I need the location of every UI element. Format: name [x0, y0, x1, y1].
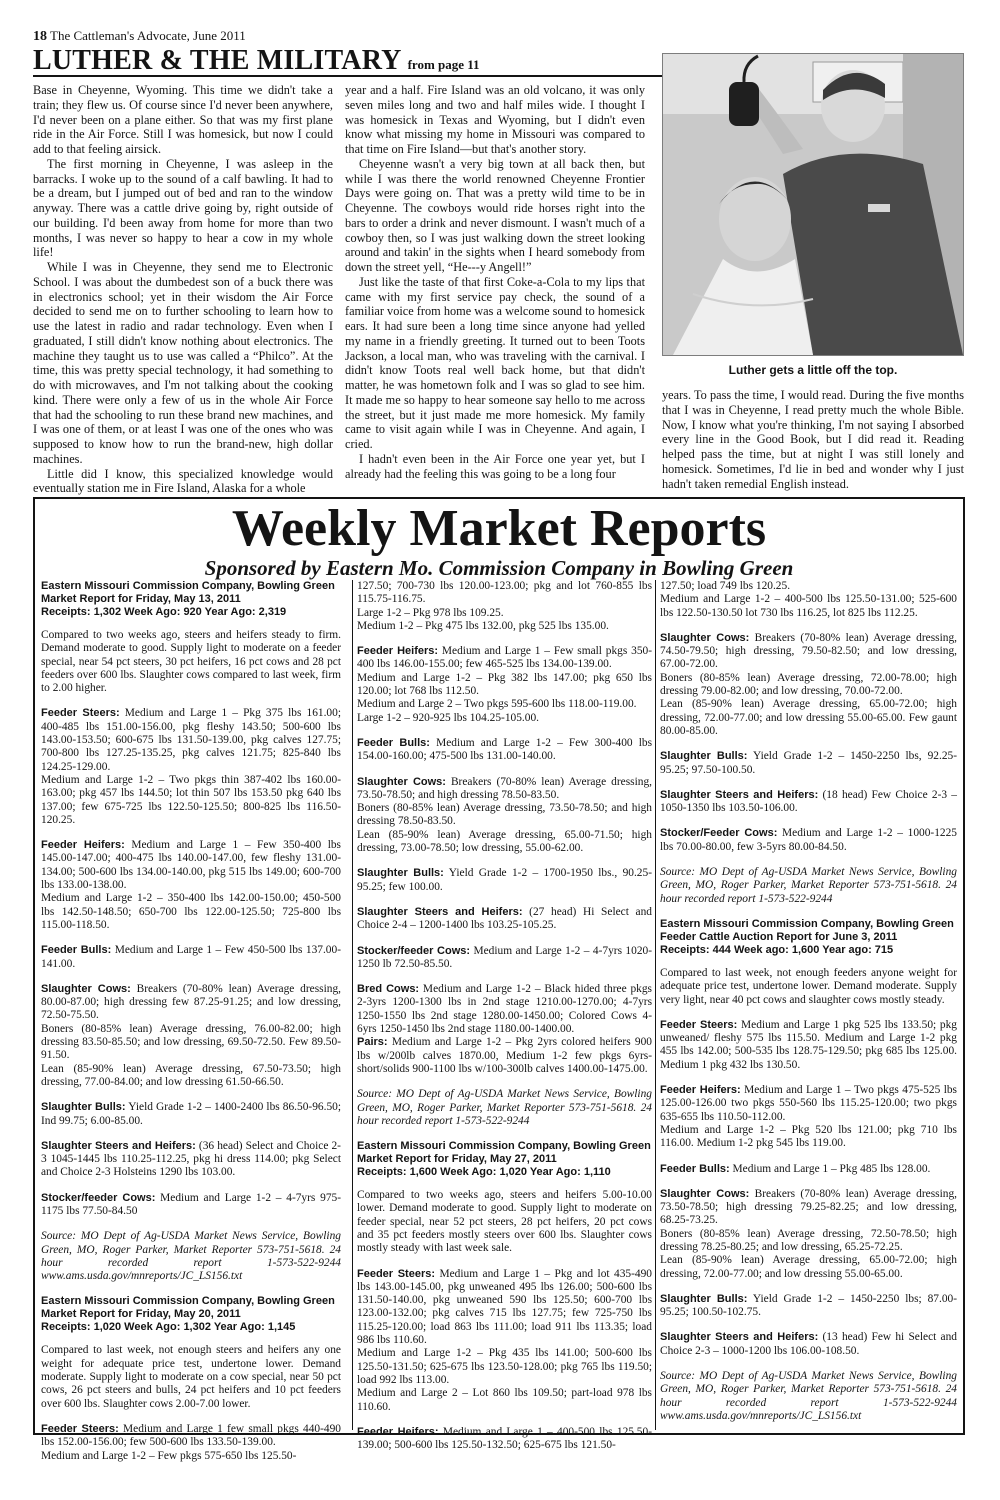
- haircut-photo: [662, 53, 964, 356]
- report-source: Source: MO Dept of Ag-USDA Market News Service, Bowling Green, MO, Roger Parker, Market Reporter 573-751-5618. 24 hour recorded report 1-573-522-9244 www.ams.usda.gov/mnreports/JC_LS156.txt: [41, 1230, 341, 1283]
- market-column-2: [352, 580, 653, 1452]
- story-paragraph: The first morning in Cheyenne, I was asleep in the barracks. I woke up to the sound of a calf bawling. It had to be a dream, but I jumped out of bed and ran to the window anyway. There was a cattle drive going by, right outside of our building. I'd been away from home for more than two months, I was never so happy to hear a cow in my whole life!: [33, 156, 333, 260]
- report-entry-label: Slaughter Bulls:: [357, 867, 444, 880]
- report-header-line: Eastern Missouri Commission Company, Bowling Green: [357, 1140, 651, 1153]
- report-entry: [357, 737, 652, 764]
- report-entry: [41, 983, 341, 1023]
- report-entry-label: Stocker/feeder Cows:: [41, 1191, 156, 1204]
- story-column-1: [33, 83, 333, 496]
- report-entry: [357, 645, 652, 672]
- report-text: Medium and Large 2 – Lot 860 lbs 109.50; part-load 978 lbs 110.60.: [357, 1387, 652, 1413]
- report-text: Boners (80-85% lean) Average dressing, 72.00-78.00; high dressing 79.00-82.00; and low dressing, 70.00-72.00.: [660, 671, 957, 698]
- report-text: Medium and Large 1-2 – 400-500 lbs 125.50-131.00; 525-600 lbs 122.50-130.50 lot 730 lbs 116.25, lot 825 lbs 112.25.: [660, 593, 957, 619]
- report-entry: [660, 1084, 957, 1124]
- report-entry-label: Feeder Heifers:: [357, 645, 439, 658]
- market-title: Weekly Market Reports: [231, 500, 767, 557]
- report-entry: [660, 1331, 957, 1358]
- report-text: Lean (85-90% lean) Average dressing, 65.00-72.00; high dressing, 72.00-77.00; and low dressing 55.00-65.00. Few gaunt 80.00-85.00.: [660, 698, 957, 737]
- report-text: Medium and Large 1-2 – Two pkgs thin 387-402 lbs 160.00-163.00; pkg 457 lbs 144.50; lot thin 507 lbs 153.50 pkg 640 lbs 137.00; few 675-725 lbs 122.50-125.50; 800-825 lbs 116.50-120.25.: [41, 773, 341, 826]
- report-header-line: Eastern Missouri Commission Company, Bowling Green: [660, 917, 954, 930]
- report-entry-label: Slaughter Cows:: [357, 775, 446, 788]
- report-entry-label: Slaughter Cows:: [660, 1187, 750, 1200]
- report-entry-label: Slaughter Steers and Heifers:: [660, 788, 819, 801]
- report-entry-label: Feeder Steers:: [357, 1267, 436, 1280]
- report-entry-text: Medium and Large 1-2 – 4-7yrs 1020-1250 lb 72.50-85.50.: [357, 944, 652, 970]
- report-text: Medium 1-2 – Pkg 475 lbs 132.00, pkg 525 lbs 135.00.: [357, 619, 609, 632]
- report-entry-text: Medium and Large 1 few small pkgs 440-490 lbs 152.00-156.00; few 500-600 lbs 133.50-139.00.: [41, 1422, 341, 1449]
- report-entry-text: Medium and Large 1-2 – Black hided three pkgs 2-3yrs 1200-1300 lbs in 2nd stage 1210.00-1270.00; 4-7yrs 1250-1550 lbs 2nd stage 1280.00-1450.00; Colored Cows 4-6yrs 1250-1450 lbs 2nd stage 1180.00-1400.00.: [357, 983, 652, 1036]
- report-entry: [660, 827, 957, 854]
- report-text: Medium and Large 1-2 – 350-400 lbs 142.00-150.00; 450-500 lbs 142.50-148.50; 650-700 lbs 122.00-125.50; 725-800 lbs 115.00-118.50.: [41, 892, 341, 931]
- report-text: Lean (85-90% lean) Average dressing, 67.50-73.50; high dressing, 77.00-84.00; and low dressing 61.50-66.50.: [41, 1062, 341, 1088]
- report-header-line: Eastern Missouri Commission Company, Bowling Green: [41, 580, 335, 592]
- market-reports-box: [33, 497, 965, 1462]
- report-entry-label: Slaughter Steers and Heifers:: [660, 1331, 819, 1344]
- report-text: Boners (80-85% lean) Average dressing, 73.50-78.50; and high dressing 78.50-83.50.: [357, 802, 652, 828]
- market-column-1: [41, 580, 342, 1462]
- report-text: Medium and Large 1-2 – Few pkgs 575-650 lbs 125.50-: [41, 1449, 297, 1462]
- report-entry: [357, 983, 652, 1036]
- report-entry-text: (13 head) Few hi Select and Choice 2-3 – 1000-1200 lbs 106.00-108.50.: [660, 1331, 957, 1357]
- publication-name: The Cattleman's Advocate, June 2011: [50, 28, 246, 43]
- report-header-line: Receipts: 1,020 Week Ago: 1,302 Year Ago: 1,145: [41, 1321, 296, 1334]
- story-paragraph: Cheyenne wasn't a very big town at all back then, but while I was there the world renowned Cheyenne Frontier Days were going on. That was a pretty wild time to be in Cheyenne. The cowboys would ride horses right into the bars to order a drink and never dismount. I wasn't much of a cowboy then, so I was just walking down the street looking around and takin' in the sights when I heard somebody from down the street yell, “He---y Angell!”: [345, 156, 645, 274]
- story-continuation: from page 11: [407, 57, 480, 72]
- report-entry: [357, 776, 652, 803]
- report-entry-label: Slaughter Cows:: [41, 982, 131, 995]
- report-entry: [41, 1140, 341, 1180]
- report-entry-label: Slaughter Steers and Heifers:: [41, 1139, 196, 1152]
- report-text: Medium and Large 1-2 – Pkg 520 lbs 121.00; pkg 710 lbs 116.00. Medium 1-2 pkg 545 lbs 119.00.: [660, 1123, 957, 1150]
- report-entry: [41, 1192, 341, 1219]
- report-entry-label: Slaughter Bulls:: [41, 1101, 126, 1114]
- report-entry: [357, 867, 652, 894]
- report-entry-label: Slaughter Cows:: [660, 631, 750, 644]
- report-entry: [660, 632, 957, 672]
- report-text: Lean (85-90% lean) Average dressing, 65.00-71.50; high dressing, 73.00-78.50; low dressing, 55.00-62.00.: [357, 828, 652, 855]
- report-entry-text: (27 head) Hi Select and Choice 2-4 – 1200-1400 lbs 103.25-105.25.: [357, 905, 652, 932]
- report-entry-text: Medium and Large 1-2 – 4-7yrs 975-1175 lbs 77.50-84.50: [41, 1191, 341, 1217]
- report-text: Boners (80-85% lean) Average dressing, 72.50-78.50; high dressing 78.25-80.25; and low dressing, 65.25-72.25.: [660, 1227, 957, 1253]
- report-text: Medium and Large 1-2 – Pkg 382 lbs 147.00; pkg 650 lbs 120.00; lot 768 lbs 112.50.: [357, 671, 652, 698]
- report-entry: [660, 1293, 957, 1320]
- report-header: [357, 1140, 652, 1179]
- report-entry-label: Feeder Steers:: [41, 1422, 119, 1435]
- report-entry-text: Medium and Large 1-2 – 1000-1225 lbs 70.00-80.00, few 3-5yrs 80.00-84.50.: [660, 827, 957, 853]
- report-entry-text: Medium and Large 1 – Pkg 485 lbs 128.00.: [729, 1162, 931, 1175]
- report-header: [41, 580, 341, 619]
- story-column-3: [662, 388, 964, 493]
- report-header: [660, 918, 957, 957]
- story-paragraph: Base in Cheyenne, Wyoming. This time we didn't take a train; they flew us. Of course since I'd never been anywhere, I'd never been on a plane either. So that was my first plane ride in the Air Force. Still I was homesick, but now I could add to that feeling airsick.: [33, 83, 333, 156]
- report-entry: [660, 1019, 957, 1072]
- report-entry-text: Breakers (70-80% lean) Average dressing, 74.50-79.50; high dressing, 79.50-82.50; and low dressing, 67.00-72.00.: [660, 631, 957, 671]
- report-text: Compared to last week, not enough steers and heifers any one weight for adequate price test, undertone lower. Demand moderate. Supply light to moderate on a cow special, near 50 pct cows, 26 pct steers and bulls, 24 pct heifers and 10 pct feeders over 600 lbs. Slaughter cows 2.00-7.00 lower.: [41, 1344, 341, 1410]
- report-entry-label: Feeder Bulls:: [41, 944, 112, 957]
- report-entry: [357, 1426, 652, 1453]
- report-entry-text: (36 head) Select and Choice 2-3 1045-1445 lbs 110.25-112.25, pkg hi dress 114.00; pkg Select and Choice 2-3 Holsteins 1290 lbs 103.00.: [41, 1139, 341, 1179]
- report-entry-text: Medium and Large 1 pkg 525 lbs 133.50; pkg unweaned/ fleshy 575 lbs 115.50. Medium and Large 1-2 pkg 455 lbs 142.00; 500-535 lbs 128.75-129.50; pkg 685 lbs 125.00. Medium 1 pkg 432 lbs 130.50.: [660, 1018, 957, 1071]
- report-text: Large 1-2 – Pkg 978 lbs 109.25.: [357, 606, 504, 619]
- report-entry-label: Feeder Steers:: [41, 707, 120, 720]
- report-entry: [357, 906, 652, 933]
- report-entry-text: Medium and Large 1-2 – Few 300-400 lbs 154.00-160.00; 475-500 lbs 131.00-140.00.: [357, 736, 652, 763]
- report-entry: [41, 1423, 341, 1450]
- report-entry-text: Medium and Large 1 – Few small pkgs 350-400 lbs 146.00-155.00; few 465-525 lbs 134.00-139.00.: [357, 645, 653, 671]
- page-number: 18: [33, 29, 47, 44]
- report-entry-text: Medium and Large 1 – Few 350-400 lbs 145.00-147.00; 400-475 lbs 140.00-147.00, few fleshy 131.00-134.00; 500-600 lbs 134.00-140.00, pkg 515 lbs 149.00; 600-700 lbs 133.00-138.00.: [41, 839, 341, 892]
- report-text: Medium and Large 2 – Two pkgs 595-600 lbs 118.00-119.00.: [357, 698, 637, 711]
- report-header: [41, 1295, 341, 1334]
- report-entry-text: Medium and Large 1 – Two pkgs 475-525 lbs 125.00-126.00 two pkgs 550-560 lbs 115.25-120.00; two pkgs 635-655 lbs 110.50-112.00.: [660, 1084, 957, 1123]
- story-paragraph: year and a half. Fire Island was an old volcano, it was only seven miles long and two and half miles wide. I thought I was homesick in Texas and Wyoming, but I didn't even know what missing my home in Missouri was compared to that time on Fire Island—but that's another story.: [345, 83, 645, 156]
- haircut-photo-illustration: [663, 54, 963, 355]
- report-text: 127.50; 700-730 lbs 120.00-123.00; pkg and lot 760-855 lbs 115.75-116.75.: [357, 580, 652, 606]
- report-entry-text: Medium and Large 1 – Few 450-500 lbs 137.00-141.00.: [41, 944, 341, 970]
- report-entry-text: (18 head) Few Choice 2-3 – 1050-1350 lbs 103.50-106.00.: [660, 788, 957, 815]
- report-entry-text: Breakers (70-80% lean) Average dressing, 73.50-78.50; high dressing 79.25-82.25; and low dressing, 68.25-73.25.: [660, 1187, 957, 1227]
- story-title: LUTHER & THE MILITARY: [33, 45, 402, 76]
- story-paragraph: years. To pass the time, I would read. During the five months that I was in Cheyenne, I read pretty much the whole Bible. Now, I know what you're thinking, I'm not saying I absorbed every line in the Good Book, but I did read it. Reading helped pass the time, but at night I was still lonely and homesick. Sometimes, I'd lie in bed and wonder why I just hadn't taken remedial English instead.: [662, 388, 964, 491]
- report-entry-label: Feeder Steers:: [660, 1018, 738, 1031]
- report-entry-text: Yield Grade 1-2 – 1400-2400 lbs 86.50-96.50; Ind 99.75; 6.00-85.00.: [41, 1101, 342, 1127]
- report-entry: [660, 750, 957, 777]
- report-text: Compared to last week, not enough feeders anyone weight for adequate price test, undertone lower. Demand moderate. Supply very light, near 40 pct cows and slaughter cows mostly steady.: [660, 966, 957, 1006]
- report-header-line: Receipts: 1,600 Week Ago: 1,020 Year Ago: 1,110: [357, 1166, 611, 1179]
- report-entry: [660, 1163, 957, 1176]
- report-text: Compared to two weeks ago, steers and heifers steady to firm. Demand moderate to good. Supply light to moderate on a feeder special, near 54 pct steers, 30 pct heifers, 16 pct cows and 28 pct feeders over 600 lbs. Slaughter cows compared to last week, firm to 2.00 higher.: [41, 629, 341, 695]
- report-entry-label: Feeder Heifers:: [41, 839, 125, 852]
- report-entry-text: Yield Grade 1-2 – 1450-2250 lbs, 92.25-95.25; 97.50-100.50.: [660, 750, 958, 776]
- report-entry-label: Slaughter Bulls:: [660, 750, 748, 763]
- report-header-line: Eastern Missouri Commission Company, Bowling Green: [41, 1295, 335, 1308]
- story-paragraph: Little did I know, this specialized knowledge would eventually station me in Fire Island, Alaska for a whole: [33, 466, 333, 496]
- report-header-line: Feeder Cattle Auction Report for June 3, 2011: [660, 930, 898, 943]
- report-entry-label: Feeder Heifers:: [660, 1084, 741, 1097]
- report-header-line: Receipts: 444 Week ago: 1,600 Year ago: 715: [660, 943, 894, 956]
- report-header-line: Market Report for Friday, May 20, 2011: [41, 1308, 241, 1321]
- report-header-line: Market Report for Friday, May 27, 2011: [357, 1153, 557, 1166]
- report-entry: [41, 1101, 341, 1128]
- story-headline: [33, 47, 663, 77]
- report-text: Boners (80-85% lean) Average dressing, 76.00-82.00; high dressing 83.50-85.50; and low dressing, 69.50-72.50. Few 89.50-91.50.: [41, 1022, 341, 1062]
- market-column-3: [655, 580, 957, 1430]
- report-entry: [660, 1188, 957, 1228]
- report-entry-label: Feeder Heifers:: [357, 1425, 439, 1438]
- story-paragraph: I hadn't even been in the Air Force one year yet, but I already had the feeling this was going to be a long four: [345, 451, 645, 481]
- report-entry: [41, 839, 341, 892]
- report-source: Source: MO Dept of Ag-USDA Market News Service, Bowling Green, MO, Roger Parker, Market Reporter 573-751-5618. 24 hour recorded report 1-573-522-9244: [357, 1088, 652, 1127]
- report-entry-label: Feeder Bulls:: [357, 736, 430, 749]
- report-entry-text: Yield Grade 1-2 – 1450-2250 lbs; 87.00-95.25; 100.50-102.75.: [660, 1292, 958, 1319]
- report-entry-label: Pairs:: [357, 1036, 388, 1049]
- report-entry-label: Stocker/Feeder Cows:: [660, 827, 778, 840]
- story-column-2: [345, 83, 645, 493]
- report-text: 127.50; load 749 lbs 120.25.: [660, 580, 791, 592]
- report-header-line: Market Report for Friday, May 13, 2011: [41, 593, 241, 605]
- report-entry-text: Breakers (70-80% lean) Average dressing, 80.00-87.00; high dressing few 87.25-91.25; and low dressing, 72.50-75.50.: [41, 982, 341, 1022]
- report-source: Source: MO Dept of Ag-USDA Market News Service, Bowling Green, MO, Roger Parker, Market Reporter 573-751-5618. 24 hour recorded report 1-573-522-9244 www.ams.usda.gov/mnreports/JC_LS156.txt: [660, 1370, 957, 1422]
- report-text: Large 1-2 – 920-925 lbs 104.25-105.00.: [357, 711, 540, 724]
- report-entry-label: Stocker/feeder Cows:: [357, 944, 471, 957]
- report-entry-label: Slaughter Steers and Heifers:: [357, 905, 523, 918]
- report-text: Medium and Large 1-2 – Pkg 435 lbs 141.00; 500-600 lbs 125.50-131.50; 625-675 lbs 123.50-128.00; pkg 765 lbs 119.50; load 992 lbs 113.00.: [357, 1347, 652, 1386]
- report-entry-text: Breakers (70-80% lean) Average dressing, 73.50-78.50; and high dressing 78.50-83.50.: [357, 775, 652, 801]
- report-header-line: Receipts: 1,302 Week Ago: 920 Year Ago: 2,319: [41, 606, 287, 618]
- report-entry-label: Slaughter Bulls:: [660, 1292, 748, 1305]
- report-entry-label: Bred Cows:: [357, 983, 420, 996]
- report-entry: [41, 707, 341, 773]
- report-entry: [41, 944, 341, 971]
- report-entry: [357, 945, 652, 972]
- report-text: Compared to two weeks ago, steers and heifers 5.00-10.00 lower. Demand moderate to good. Supply light to moderate on feeder special, near 52 pct steers, 28 pct heifers, 20 pct cows and 35 pct feeders mostly steers over 600 lbs. Slaughter cows mostly steady with last week sale.: [357, 1189, 652, 1255]
- report-entry-text: Medium and Large 1 – Pkg and lot 435-490 lbs 143.00-145.00, pkg unweaned 495 lbs 126.00; 500-600 lbs 131.50-140.00, pkg unweaned 590 lbs 125.50; 600-700 lbs 123.00-132.00; pkg calves 715 lbs 127.75; few 725-750 lbs 115.25-120.00; load 863 lbs 111.00; load 911 lbs 113.35; load 986 lbs 110.60.: [357, 1267, 652, 1347]
- page-folio: [33, 28, 246, 44]
- story-paragraph: Just like the taste of that first Coke-a-Cola to my lips that came with my first service pay check, the sound of a familiar voice from home was a welcome sound to homesick ears. It had sure been a long time since anyone had yelled my name in a friendly greeting. It turned out to been Toots Jackson, a local man, who was traveling with the carnival. I didn't know Toots real well back home, but that didn't matter, he was hometown folk and I was so glad to see him. It made me so happy to hear someone say hello to me across the street, but it just made me more homesick. My family came to visit again while I was in Cheyenne. And again, I cried.: [345, 274, 645, 451]
- market-subtitle: Sponsored by Eastern Mo. Commission Company in Bowling Green: [204, 556, 794, 580]
- report-entry-text: Medium and Large 1 – 400-500 lbs 125.50-139.00; 500-600 lbs 125.50-132.50; 625-675 lbs 121.50-: [357, 1425, 652, 1452]
- report-entry-text: Medium and Large 1-2 – Pkg 2yrs colored heifers 900 lbs w/200lb calves 1870.00, Medium 1-2 few pkgs 6yrs-short/solids 900-1100 lbs w/100-300lb calves 1400.00-1475.00.: [357, 1036, 652, 1075]
- report-entry: [357, 1036, 652, 1076]
- report-entry-label: Feeder Bulls:: [660, 1162, 730, 1175]
- report-entry-text: Medium and Large 1 – Pkg 375 lbs 161.00; 400-485 lbs 151.00-156.00, pkg fleshy 143.50; 500-600 lbs 143.00-153.50; 600-675 lbs 131.50-139.00, pkg calves 127.75; 700-800 lbs 127.25-135.25, pkg calves 121.75; 825-840 lbs 124.25-129.00.: [41, 707, 341, 773]
- report-entry: [660, 789, 957, 816]
- report-entry: [357, 1268, 652, 1348]
- story-paragraph: While I was in Cheyenne, they send me to Electronic School. I was about the dumbedest son of a buck there was in electronics school; yet in their wisdom the Air Force decided to send me on to further schooling to learn how to use the latest in radio and radar technology. Even when I graduated, I still didn't know nothing about electronics. The machine they taught us to use was called a “Philco”. At the time, this was pretty special technology, it had something to do with microwaves, and I'm not talking about the cooking kind. There were only a few of us in the whole Air Force that had the schooling to run these brand new machines, and I was one of them, or at least I was one of the ones who was supposed to know how to run the brand-new, high dollar machines.: [33, 260, 333, 466]
- report-source: Source: MO Dept of Ag-USDA Market News Service, Bowling Green, MO, Roger Parker, Market Reporter 573-751-5618. 24 hour recorded report 1-573-522-9244: [660, 866, 957, 905]
- report-entry-text: Yield Grade 1-2 – 1700-1950 lbs., 90.25-95.25; few 100.00.: [357, 867, 652, 893]
- photo-caption: Luther gets a little off the top.: [662, 358, 964, 382]
- report-text: Lean (85-90% lean) Average dressing, 65.00-72.00; high dressing, 72.00-77.00; and low dressing 55.00-65.00.: [660, 1254, 957, 1280]
